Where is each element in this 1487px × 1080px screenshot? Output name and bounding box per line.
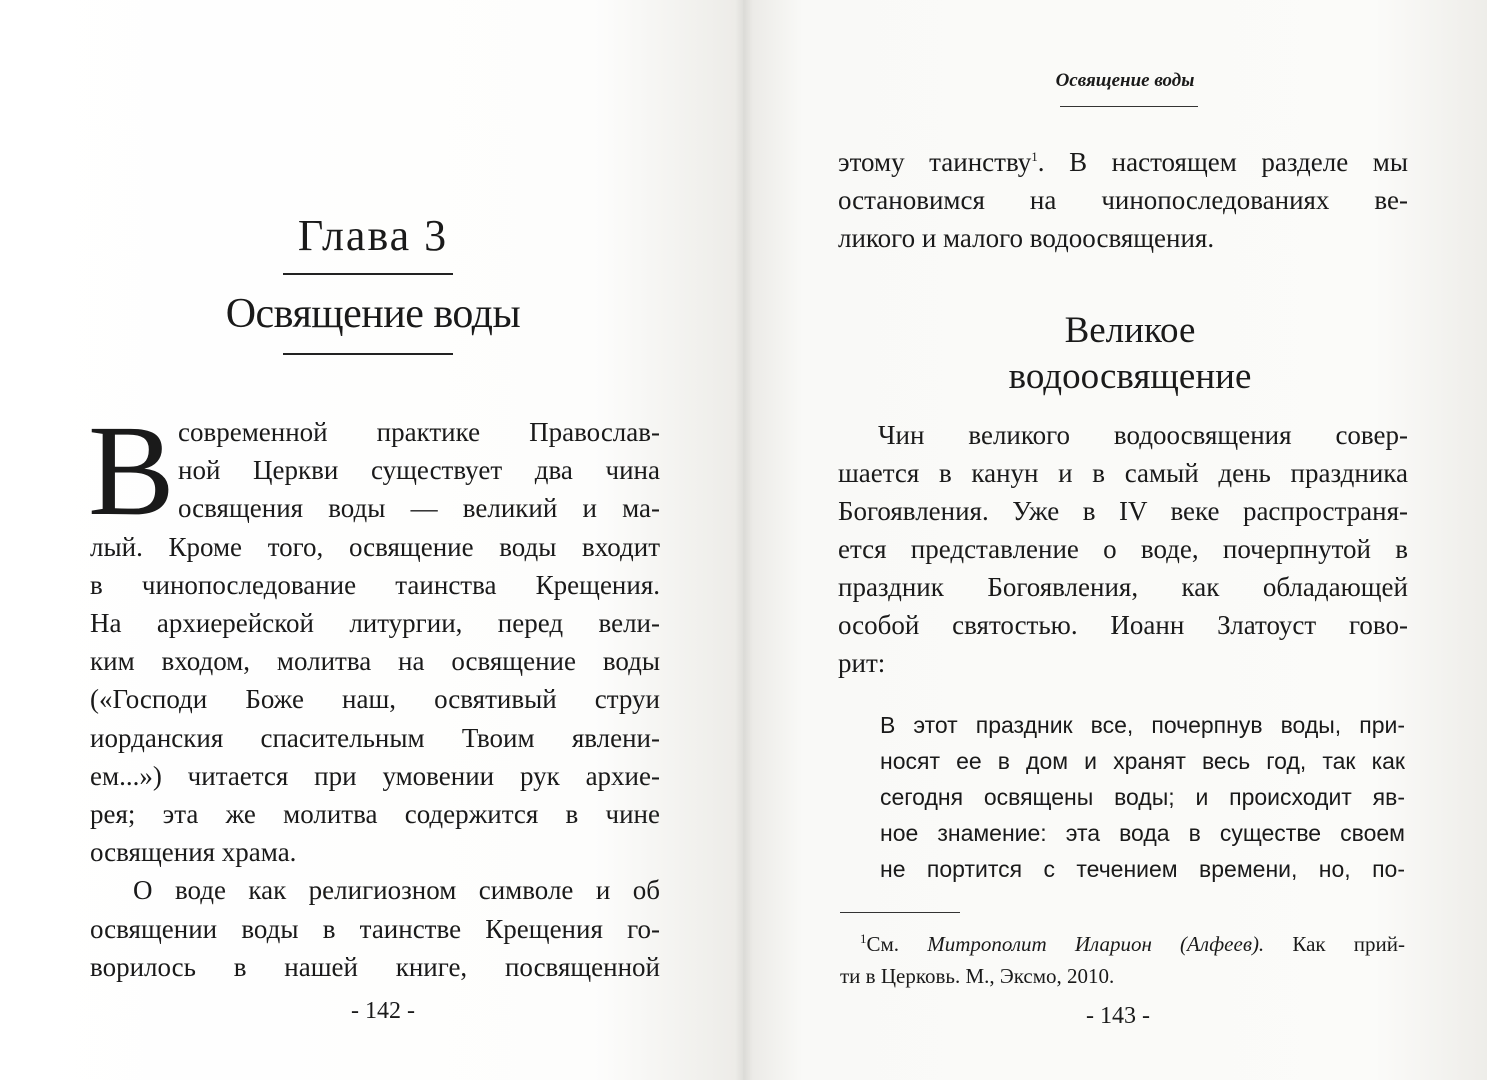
page-number-right: - 143 - <box>1086 1003 1150 1029</box>
text-line: освящения воды — великий и ма- <box>178 493 660 524</box>
book-gutter <box>735 0 753 1080</box>
text-line: ной Церкви существует два чина <box>178 455 660 486</box>
running-head-rule <box>1060 106 1198 107</box>
text-line: этому таинству$^1$. В настоящем разделе мы <box>838 147 1408 177</box>
text-line: ким входом, молитва на освящение воды <box>90 646 660 677</box>
section-title-line: Великое <box>1064 310 1196 351</box>
chapter-title: Освящение воды <box>225 291 521 337</box>
footnote-rule <box>840 912 960 913</box>
text-line: Чин великого водоосвящения совер- <box>878 420 1408 450</box>
quote-line: В этот праздник все, почерпнув воды, при- <box>880 712 1405 738</box>
section-title-line: водоосвящение <box>1008 356 1252 397</box>
text-line: иорданския спасительным Твоим явлени- <box>90 722 660 753</box>
text-line: особой святостью. Иоанн Златоуст гово- <box>838 610 1408 640</box>
text-line: шается в канун и в самый день праздника <box>838 458 1408 488</box>
text-line: освящения храма. <box>90 837 297 868</box>
text-line: рит: <box>838 648 886 678</box>
text-line: в чинопоследование таинства Крещения. <box>90 569 660 600</box>
text-line: О воде как религиозном символе и об <box>133 875 660 906</box>
quote-line: сегодня освящены воды; и происходит яв- <box>880 784 1405 810</box>
text-line: остановимся на чинопоследованиях ве- <box>838 185 1408 215</box>
footnote-ref: 1 <box>1031 149 1038 164</box>
text-line: современной практике Православ- <box>178 417 660 447</box>
chapter-rule-top <box>283 273 453 275</box>
text-line: ворилось в нашей книге, посвященной <box>90 951 660 982</box>
running-head: Освящение воды <box>1055 70 1195 91</box>
text-line: лый. Кроме того, освящение воды входит <box>90 531 660 562</box>
drop-cap: В <box>88 399 175 543</box>
chapter-number: Глава 3 <box>297 211 449 260</box>
quote-line: не портится с течением времени, но, по- <box>880 856 1405 882</box>
section-title <box>920 308 1340 400</box>
text-line: освящении воды в таинстве Крещения го- <box>90 913 660 944</box>
chapter-rule-bottom <box>283 353 453 355</box>
text-line: Богоявления. Уже в IV веке распространя- <box>838 496 1408 526</box>
text-line: рея; эта же молитва содержится в чине <box>90 799 660 829</box>
text-line: На архиерейской литургии, перед вели- <box>90 608 660 638</box>
text-line: праздник Богоявления, как обладающей <box>838 572 1408 602</box>
footnote-line: ти в Церковь. М., Эксмо, 2010. <box>840 964 1115 988</box>
page-number-left: - 142 - <box>351 998 415 1024</box>
footnote-line: $^1$См. Митрополит Иларион (Алфеев). Как прий- <box>860 931 1405 956</box>
text-line: ется представление о воде, почерпнутой в <box>838 534 1408 564</box>
text-line: («Господи Боже наш, освятивый струи <box>90 684 660 715</box>
text-line: ликого и малого водоосвящения. <box>838 223 1215 253</box>
text-line: ем...») читается при умовении рук архие- <box>90 760 660 791</box>
quote-line: носят ее в дом и хранят весь год, так как <box>880 748 1405 774</box>
quote-line: ное знамение: эта вода в существе своем <box>880 820 1405 846</box>
